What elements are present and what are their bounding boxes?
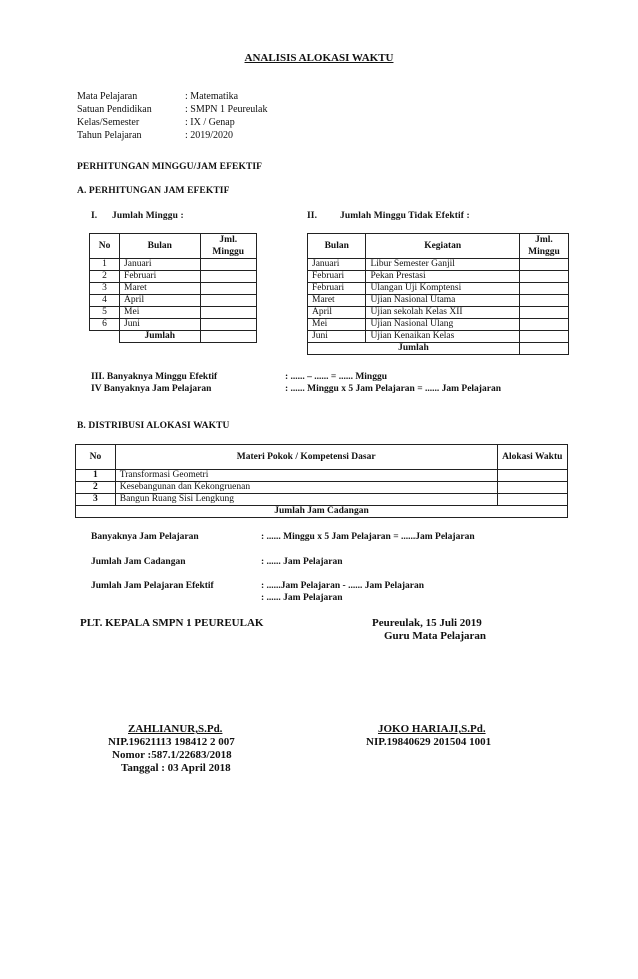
meta-value: : 2019/2020	[185, 130, 234, 141]
cell-kegiatan: Pekan Prestasi	[366, 271, 519, 283]
calc-label: Jumlah Jam Cadangan	[91, 557, 186, 567]
blank-cell	[90, 331, 120, 343]
item-iv-value: : ...... Minggu x 5 Jam Pelajaran = ...... Jam Pelajaran	[285, 384, 501, 394]
signer-left-role: PLT. KEPALA SMPN 1 PEUREULAK	[80, 617, 264, 629]
heading-main: PERHITUNGAN MINGGU/JAM EFEKTIF	[77, 162, 263, 172]
section-b-heading: B. DISTRIBUSI ALOKASI WAKTU	[77, 421, 230, 431]
calc-value: : ...... Jam Pelajaran	[261, 593, 343, 603]
cell-jml	[519, 271, 568, 283]
cell-no: 2	[90, 271, 120, 283]
cell-kegiatan: Ujian Kenaikan Kelas	[366, 331, 519, 343]
signer-left-tanggal: Tanggal : 03 April 2018	[121, 762, 231, 774]
signer-left-nomor: Nomor :587.1/22683/2018	[112, 749, 232, 761]
cell-jml	[519, 319, 568, 331]
cell-jml	[519, 331, 568, 343]
cell-jml	[200, 307, 256, 319]
table-row	[308, 283, 569, 295]
col-header-jml-minggu: Jml. Minggu	[519, 234, 568, 259]
cell-no: 3	[76, 494, 116, 506]
cell-no: 3	[90, 283, 120, 295]
meta-label: Kelas/Semester	[77, 117, 140, 128]
cell-total-label: Jumlah	[308, 343, 520, 355]
cell-jml	[519, 295, 568, 307]
cell-total-label: Jumlah Jam Cadangan	[76, 506, 568, 518]
meta-row	[77, 90, 268, 103]
col-header-alokasi: Alokasi Waktu	[497, 445, 567, 470]
table-row	[308, 331, 569, 343]
calc-value: : ......Jam Pelajaran - ...... Jam Pelajaran	[261, 581, 425, 591]
item-iii-label: III. Banyaknya Minggu Efektif	[91, 372, 218, 382]
cell-total-value	[519, 343, 568, 355]
cell-bulan: April	[308, 307, 366, 319]
cell-total-value	[200, 331, 256, 343]
cell-no: 1	[76, 470, 116, 482]
table-row	[76, 494, 568, 506]
calc-value: : ...... Jam Pelajaran	[261, 557, 343, 567]
cell-bulan: Januari	[308, 259, 366, 271]
item-iii-value: : ...... – ...... = ...... Minggu	[285, 372, 387, 382]
cell-kegiatan: Ujian Nasional Utama	[366, 295, 519, 307]
table-header-row	[76, 445, 568, 470]
cell-alokasi	[497, 494, 567, 506]
col-header-jml-minggu: Jml. Minggu	[200, 234, 256, 259]
meta-row	[77, 129, 268, 142]
cell-materi: Transformasi Geometri	[115, 470, 497, 482]
table-row	[308, 259, 569, 271]
cell-jml	[200, 259, 256, 271]
signer-right-role: Guru Mata Pelajaran	[384, 630, 487, 642]
cell-bulan: Maret	[120, 283, 200, 295]
cell-bulan: Januari	[120, 259, 200, 271]
section-a-heading: A. PERHITUNGAN JAM EFEKTIF	[77, 186, 230, 196]
cell-bulan: Juni	[308, 331, 366, 343]
cell-no: 1	[90, 259, 120, 271]
item-iv-label: IV Banyaknya Jam Pelajaran	[91, 384, 212, 394]
table-row	[308, 295, 569, 307]
table-row	[308, 319, 569, 331]
table-row	[76, 482, 568, 494]
sub-ii-number: II.	[307, 211, 318, 221]
cell-kegiatan: Ulangan Uji Komptensi	[366, 283, 519, 295]
col-header-no: No	[76, 445, 116, 470]
table-row	[90, 295, 257, 307]
cell-bulan: Mei	[120, 307, 200, 319]
table-header-row	[308, 234, 569, 259]
meta-value: : IX / Genap	[185, 117, 235, 128]
table-row	[90, 307, 257, 319]
cell-jml	[200, 283, 256, 295]
col-header-kegiatan: Kegiatan	[366, 234, 519, 259]
sub-i-number: I.	[91, 211, 98, 221]
cell-kegiatan: Ujian Nasional Ulang	[366, 319, 519, 331]
cell-jml	[519, 283, 568, 295]
signer-left-name: ZAHLIANUR,S.Pd.	[128, 723, 223, 735]
meta-value: : SMPN 1 Peureulak	[185, 104, 268, 115]
cell-total-label: Jumlah	[120, 331, 200, 343]
cell-kegiatan: Ujian sekolah Kelas XII	[366, 307, 519, 319]
cell-bulan: Maret	[308, 295, 366, 307]
table-row	[308, 271, 569, 283]
calc-label: Banyaknya Jam Pelajaran	[91, 532, 199, 542]
cell-no: 6	[90, 319, 120, 331]
table-row	[90, 259, 257, 271]
cell-kegiatan: Libur Semester Ganjil	[366, 259, 519, 271]
table-row	[76, 470, 568, 482]
table-row	[90, 319, 257, 331]
table-jumlah-minggu	[89, 233, 257, 343]
cell-jml	[200, 271, 256, 283]
table-distribusi-alokasi	[75, 444, 568, 518]
table-row	[90, 283, 257, 295]
sub-i-label: Jumlah Minggu :	[112, 211, 184, 221]
cell-jml	[519, 259, 568, 271]
cell-bulan: Februari	[308, 283, 366, 295]
table-total-row	[90, 331, 257, 343]
table-header-row	[90, 234, 257, 259]
col-header-materi: Materi Pokok / Kompetensi Dasar	[115, 445, 497, 470]
meta-label: Satuan Pendidikan	[77, 104, 152, 115]
cell-bulan: Februari	[120, 271, 200, 283]
calc-value: : ...... Minggu x 5 Jam Pelajaran = ......Jam Pelajaran	[261, 532, 475, 542]
signer-right-nip: NIP.19840629 201504 1001	[366, 736, 492, 748]
cell-bulan: April	[120, 295, 200, 307]
col-header-no: No	[90, 234, 120, 259]
col-header-bulan: Bulan	[120, 234, 200, 259]
table-total-row	[308, 343, 569, 355]
sub-ii-label: Jumlah Minggu Tidak Efektif :	[340, 211, 470, 221]
calc-label: Jumlah Jam Pelajaran Efektif	[91, 581, 214, 591]
signer-right-place-date: Peureulak, 15 Juli 2019	[372, 617, 482, 629]
cell-bulan: Februari	[308, 271, 366, 283]
col-header-bulan: Bulan	[308, 234, 366, 259]
cell-bulan: Mei	[308, 319, 366, 331]
table-total-row	[76, 506, 568, 518]
table-minggu-tidak-efektif	[307, 233, 569, 355]
cell-jml	[200, 319, 256, 331]
cell-materi: Kesebangunan dan Kekongruenan	[115, 482, 497, 494]
meta-row	[77, 116, 268, 129]
table-row	[308, 307, 569, 319]
cell-alokasi	[497, 482, 567, 494]
cell-materi: Bangun Ruang Sisi Lengkung	[115, 494, 497, 506]
meta-label: Tahun Pelajaran	[77, 130, 142, 141]
meta-block	[77, 90, 268, 142]
cell-jml	[519, 307, 568, 319]
meta-label: Mata Pelajaran	[77, 91, 138, 102]
cell-no: 2	[76, 482, 116, 494]
signer-right-name: JOKO HARIAJI,S.Pd.	[378, 723, 486, 735]
cell-alokasi	[497, 470, 567, 482]
table-row	[90, 271, 257, 283]
signer-left-nip: NIP.19621113 198412 2 007	[108, 736, 235, 748]
meta-row	[77, 103, 268, 116]
cell-bulan: Juni	[120, 319, 200, 331]
document-title: ANALISIS ALOKASI WAKTU	[244, 52, 394, 64]
cell-jml	[200, 295, 256, 307]
cell-no: 5	[90, 307, 120, 319]
cell-no: 4	[90, 295, 120, 307]
meta-value: : Matematika	[185, 91, 239, 102]
